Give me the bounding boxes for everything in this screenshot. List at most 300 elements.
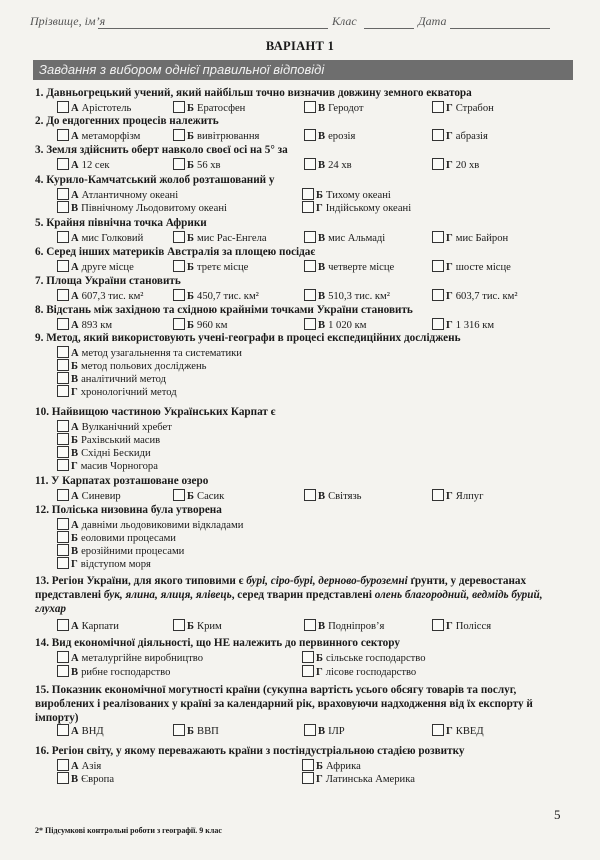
question-15-option-2[interactable] (173, 724, 219, 738)
answer-checkbox[interactable] (173, 289, 185, 301)
answer-checkbox[interactable] (304, 318, 316, 330)
question-10-option-4[interactable] (57, 459, 158, 473)
option-text: еоловими процесами (81, 533, 176, 544)
question-13-option-1[interactable] (57, 619, 119, 633)
question-text: Метод, який використовують учені-географи в процесі експедиційних досліджень (46, 332, 461, 344)
option-letter: Г (446, 491, 453, 502)
answer-checkbox[interactable] (304, 289, 316, 301)
option-letter: Б (316, 190, 324, 201)
option-text: абразія (455, 131, 488, 142)
option-letter: Б (187, 160, 195, 171)
answer-checkbox[interactable] (57, 557, 69, 569)
option-letter: А (71, 131, 79, 142)
question-16-option-4[interactable] (302, 772, 415, 786)
question-number: 7. (35, 275, 47, 287)
option-letter: А (71, 233, 79, 244)
option-letter: Г (446, 131, 453, 142)
question-9-option-4[interactable] (57, 385, 177, 399)
option-letter: Б (187, 621, 195, 632)
option-letter: А (71, 621, 79, 632)
option-letter: В (71, 448, 79, 459)
question-9-option-3[interactable] (57, 372, 166, 386)
option-letter: Б (71, 533, 79, 544)
answer-checkbox[interactable] (432, 619, 444, 631)
question-7-option-2[interactable] (173, 289, 259, 303)
question-2-option-2[interactable] (173, 129, 259, 143)
question-number: 14. (35, 637, 52, 649)
option-text: Карпати (81, 621, 119, 632)
answer-checkbox[interactable] (304, 489, 316, 501)
option-text: давніми льодовиковими відкладами (81, 520, 244, 531)
question-12-option-2[interactable] (57, 531, 176, 545)
question-3-option-1[interactable] (57, 158, 110, 172)
question-7-option-3[interactable] (304, 289, 390, 303)
answer-checkbox[interactable] (57, 544, 69, 556)
answer-checkbox[interactable] (304, 101, 316, 113)
option-letter: Б (187, 491, 195, 502)
question-11-option-4[interactable] (432, 489, 483, 503)
answer-checkbox[interactable] (57, 446, 69, 458)
option-text: шосте місце (455, 262, 511, 273)
question-number: 16. (35, 745, 52, 757)
question-text: Давньогрецький учений, який найбільш точно визначив довжину земного екватора (46, 87, 472, 99)
answer-checkbox[interactable] (57, 158, 69, 170)
question-5-title (35, 216, 565, 230)
question-text: Регіон України, для якого типовими є бурі, сіро-бурі, дерново-буроземні ґрунти, у деревостанах представлені бук, ялина, ялиця, ялівець, серед тварин представлені олень благородний, ведмідь бурий, глухар (35, 575, 543, 615)
question-text: Земля здійснить оберт навколо своєї осі на 5° за (46, 144, 288, 156)
question-number: 9. (35, 332, 47, 344)
option-text: ерозійними процесами (81, 546, 185, 557)
option-text: Вулканічний хребет (81, 422, 172, 433)
answer-checkbox[interactable] (57, 289, 69, 301)
question-4-title (35, 173, 565, 187)
answer-checkbox[interactable] (57, 129, 69, 141)
option-letter: В (71, 546, 79, 557)
option-text: Європа (81, 774, 115, 785)
option-text: метод узагальнення та систематики (81, 348, 242, 359)
question-6-option-4[interactable] (432, 260, 511, 274)
answer-checkbox[interactable] (57, 188, 69, 200)
option-text: Атлантичному океані (81, 190, 179, 201)
answer-checkbox[interactable] (173, 318, 185, 330)
question-5-option-1[interactable] (57, 231, 143, 245)
option-letter: А (71, 491, 79, 502)
option-text: масив Чорногора (80, 461, 158, 472)
question-3-title (35, 143, 565, 157)
question-15-option-1[interactable] (57, 724, 104, 738)
option-letter: Б (187, 320, 195, 331)
question-16-title (35, 744, 565, 758)
option-text: ВВП (197, 726, 219, 737)
option-text: Синевир (81, 491, 121, 502)
option-text: лісове господарство (325, 667, 417, 678)
question-11-option-3[interactable] (304, 489, 361, 503)
option-text: 1 316 км (455, 320, 495, 331)
option-text: металургійне виробництво (81, 653, 203, 664)
answer-checkbox[interactable] (432, 129, 444, 141)
question-8-option-3[interactable] (304, 318, 366, 332)
option-text: Крим (197, 621, 222, 632)
question-12-option-4[interactable] (57, 557, 151, 571)
option-letter: Г (446, 291, 453, 302)
question-10-option-2[interactable] (57, 433, 160, 447)
question-16-option-3[interactable] (57, 772, 114, 786)
question-text: Серед інших материків Австралія за площею посідає (46, 246, 316, 258)
question-10-option-3[interactable] (57, 446, 151, 460)
variant-title: ВАРІАНТ 1 (265, 39, 335, 53)
question-number: 11. (35, 475, 52, 487)
option-letter: В (318, 233, 326, 244)
question-7-title (35, 274, 565, 288)
question-8-title (35, 303, 565, 317)
option-letter: Г (446, 103, 453, 114)
option-letter: Б (71, 361, 79, 372)
question-6-option-1[interactable] (57, 260, 134, 274)
question-15-title (35, 683, 565, 725)
option-letter: В (318, 291, 326, 302)
answer-checkbox[interactable] (57, 518, 69, 530)
answer-checkbox[interactable] (432, 318, 444, 330)
question-14-option-2[interactable] (302, 651, 426, 665)
question-5-option-3[interactable] (304, 231, 385, 245)
option-letter: В (71, 374, 79, 385)
option-letter: Г (316, 203, 323, 214)
question-2-title (35, 114, 565, 128)
option-text: 20 хв (455, 160, 480, 171)
option-letter: А (71, 653, 79, 664)
option-text: 603,7 тис. км² (455, 291, 518, 302)
option-text: 56 хв (197, 160, 221, 171)
question-16-option-1[interactable] (57, 759, 101, 773)
question-text: Найвищою частиною Українських Карпат є (51, 406, 276, 418)
question-11-option-1[interactable] (57, 489, 121, 503)
question-10-title (35, 405, 565, 419)
option-text: Арістотель (81, 103, 132, 114)
question-2-option-4[interactable] (432, 129, 488, 143)
question-5-option-4[interactable] (432, 231, 508, 245)
class-label: Клас (332, 14, 357, 28)
question-number: 8. (35, 304, 47, 316)
question-1-option-1[interactable] (57, 101, 131, 115)
option-text: друге місце (81, 262, 134, 273)
answer-checkbox[interactable] (302, 759, 314, 771)
option-letter: Г (446, 160, 453, 171)
question-14-option-4[interactable] (302, 665, 416, 679)
question-1-option-3[interactable] (304, 101, 364, 115)
answer-checkbox[interactable] (432, 489, 444, 501)
question-4-option-1[interactable] (57, 188, 178, 202)
answer-checkbox[interactable] (57, 101, 69, 113)
option-letter: Б (187, 233, 195, 244)
section-banner: Завдання з вибором однієї правильної відповіді (33, 60, 573, 80)
option-text: четверте місце (328, 262, 395, 273)
option-text: аналітичний метод (81, 374, 167, 385)
question-14-option-1[interactable] (57, 651, 203, 665)
option-letter: Б (316, 761, 324, 772)
answer-checkbox[interactable] (304, 129, 316, 141)
option-letter: В (318, 491, 326, 502)
question-text: Площа України становить (46, 275, 181, 287)
question-7-option-1[interactable] (57, 289, 143, 303)
option-letter: В (318, 131, 326, 142)
option-letter: А (71, 726, 79, 737)
answer-checkbox[interactable] (173, 724, 185, 736)
option-letter: В (71, 203, 79, 214)
answer-checkbox[interactable] (432, 260, 444, 272)
option-letter: А (71, 160, 79, 171)
answer-checkbox[interactable] (57, 346, 69, 358)
question-9-title (35, 331, 565, 345)
question-11-option-2[interactable] (173, 489, 224, 503)
answer-checkbox[interactable] (304, 724, 316, 736)
option-letter: Г (71, 559, 78, 570)
answer-checkbox[interactable] (432, 158, 444, 170)
option-text: метод польових досліджень (81, 361, 207, 372)
answer-checkbox[interactable] (302, 772, 314, 784)
option-letter: А (71, 320, 79, 331)
question-14-option-3[interactable] (57, 665, 170, 679)
option-text: мис Рас-Енгела (197, 233, 267, 244)
question-15-option-3[interactable] (304, 724, 345, 738)
question-number: 2. (35, 115, 47, 127)
option-letter: Б (187, 131, 195, 142)
option-text: 510,3 тис. км² (328, 291, 390, 302)
option-letter: А (71, 422, 79, 433)
answer-checkbox[interactable] (57, 201, 69, 213)
option-letter: В (71, 667, 79, 678)
question-10-option-1[interactable] (57, 420, 172, 434)
option-letter: Б (187, 726, 195, 737)
option-letter: Б (71, 435, 79, 446)
question-13-option-3[interactable] (304, 619, 384, 633)
option-text: Африка (326, 761, 361, 772)
question-3-option-3[interactable] (304, 158, 352, 172)
answer-checkbox[interactable] (57, 665, 69, 677)
answer-checkbox[interactable] (57, 318, 69, 330)
option-text: Рахівський масив (81, 435, 161, 446)
question-2-option-3[interactable] (304, 129, 355, 143)
question-12-option-1[interactable] (57, 518, 243, 532)
option-text: Північному Льодовитому океані (81, 203, 227, 214)
question-4-option-4[interactable] (302, 201, 411, 215)
question-text: Поліська низовина була утворена (51, 504, 222, 516)
option-text: 12 сек (81, 160, 110, 171)
question-16-option-2[interactable] (302, 759, 361, 773)
question-text: У Карпатах розташоване озеро (51, 475, 209, 487)
answer-checkbox[interactable] (57, 420, 69, 432)
answer-checkbox[interactable] (302, 201, 314, 213)
option-letter: А (71, 103, 79, 114)
option-letter: А (71, 190, 79, 201)
footer-text: 2* Підсумкові контрольні роботи з географії. 9 клас (35, 826, 222, 835)
option-text: Світязь (328, 491, 362, 502)
answer-checkbox[interactable] (57, 489, 69, 501)
question-4-option-3[interactable] (57, 201, 227, 215)
option-text: Ератосфен (197, 103, 246, 114)
question-text: Крайня північна точка Африки (46, 217, 207, 229)
option-letter: Г (316, 667, 323, 678)
option-letter: А (71, 291, 79, 302)
question-number: 4. (35, 174, 47, 186)
answer-checkbox[interactable] (57, 651, 69, 663)
question-8-option-4[interactable] (432, 318, 494, 332)
option-letter: Б (187, 103, 195, 114)
option-letter: Г (446, 726, 453, 737)
question-13-option-4[interactable] (432, 619, 491, 633)
option-text: сільське господарство (326, 653, 426, 664)
answer-checkbox[interactable] (304, 619, 316, 631)
name-label: Прізвище, ім’я (30, 14, 106, 28)
question-number: 5. (35, 217, 47, 229)
option-text: хронологічний метод (80, 387, 177, 398)
answer-checkbox[interactable] (57, 459, 69, 471)
question-8-option-1[interactable] (57, 318, 112, 332)
option-letter: Г (446, 233, 453, 244)
option-letter: В (318, 621, 326, 632)
option-letter: В (71, 774, 79, 785)
answer-checkbox[interactable] (432, 724, 444, 736)
option-letter: А (71, 520, 79, 531)
answer-checkbox[interactable] (432, 231, 444, 243)
question-text: До ендогенних процесів належить (46, 115, 219, 127)
option-text: Азія (81, 761, 102, 772)
option-letter: Г (446, 320, 453, 331)
option-text: третє місце (197, 262, 249, 273)
answer-checkbox[interactable] (57, 260, 69, 272)
option-text: 607,3 тис. км² (81, 291, 144, 302)
option-text: Сасик (197, 491, 225, 502)
option-text: мис Альмаді (328, 233, 386, 244)
question-number: 10. (35, 406, 52, 418)
option-letter: В (318, 262, 326, 273)
answer-checkbox[interactable] (173, 129, 185, 141)
page-number: 5 (554, 807, 561, 822)
option-text: 450,7 тис. км² (197, 291, 259, 302)
option-text: Страбон (455, 103, 494, 114)
answer-checkbox[interactable] (302, 665, 314, 677)
option-letter: А (71, 348, 79, 359)
answer-checkbox[interactable] (57, 385, 69, 397)
question-text: Відстань між західною та східною крайніми точками України становить (46, 304, 413, 316)
answer-checkbox[interactable] (57, 531, 69, 543)
question-number: 1. (35, 87, 47, 99)
option-text: 960 км (197, 320, 228, 331)
question-15-option-4[interactable] (432, 724, 484, 738)
answer-checkbox[interactable] (302, 188, 314, 200)
answer-checkbox[interactable] (304, 231, 316, 243)
question-number: 12. (35, 504, 52, 516)
answer-checkbox[interactable] (173, 619, 185, 631)
option-text: КВЕД (455, 726, 484, 737)
question-6-option-2[interactable] (173, 260, 248, 274)
question-number: 3. (35, 144, 47, 156)
option-text: ІЛР (328, 726, 345, 737)
answer-checkbox[interactable] (173, 489, 185, 501)
option-letter: Г (446, 262, 453, 273)
option-text: ерозія (328, 131, 356, 142)
answer-checkbox[interactable] (173, 260, 185, 272)
question-5-option-2[interactable] (173, 231, 267, 245)
question-8-option-2[interactable] (173, 318, 227, 332)
question-6-option-3[interactable] (304, 260, 394, 274)
question-13-option-2[interactable] (173, 619, 222, 633)
answer-checkbox[interactable] (304, 158, 316, 170)
question-7-option-4[interactable] (432, 289, 518, 303)
answer-checkbox[interactable] (432, 289, 444, 301)
question-1-option-4[interactable] (432, 101, 494, 115)
answer-checkbox[interactable] (57, 759, 69, 771)
option-text: 893 км (81, 320, 113, 331)
question-9-option-2[interactable] (57, 359, 206, 373)
option-text: Східні Бескиди (81, 448, 151, 459)
answer-checkbox[interactable] (57, 772, 69, 784)
option-letter: Г (316, 774, 323, 785)
answer-checkbox[interactable] (57, 433, 69, 445)
question-number: 13. (35, 575, 52, 587)
answer-checkbox[interactable] (304, 260, 316, 272)
question-1-option-2[interactable] (173, 101, 245, 115)
question-13-title (35, 574, 565, 616)
option-text: ВНД (81, 726, 104, 737)
question-4-option-2[interactable] (302, 188, 391, 202)
question-number: 6. (35, 246, 47, 258)
option-letter: В (318, 320, 326, 331)
question-12-title (35, 503, 565, 517)
option-text: рибне господарство (81, 667, 171, 678)
question-3-option-4[interactable] (432, 158, 479, 172)
option-letter: Г (446, 621, 453, 632)
question-number: 15. (35, 684, 52, 696)
option-text: мис Голковий (81, 233, 144, 244)
answer-checkbox[interactable] (57, 231, 69, 243)
answer-checkbox[interactable] (173, 231, 185, 243)
question-3-option-2[interactable] (173, 158, 221, 172)
option-text: Латинська Америка (325, 774, 415, 785)
question-1-title (35, 86, 565, 100)
question-text: Показник економічної могутності країни (сукупна вартість усього обсягу товарів та послуг, вироблених і реалізованих у країні за календарний рік, враховуючи надходження від їх експорту й імпорту) (35, 684, 533, 724)
option-text: Індійському океані (325, 203, 412, 214)
question-6-title (35, 245, 565, 259)
option-letter: А (71, 262, 79, 273)
option-text: Тихому океані (326, 190, 391, 201)
question-9-option-1[interactable] (57, 346, 242, 360)
option-letter: Б (316, 653, 324, 664)
option-text: Ялпуг (455, 491, 484, 502)
option-text: Полісся (455, 621, 492, 632)
option-text: відступом моря (80, 559, 151, 570)
question-12-option-3[interactable] (57, 544, 184, 558)
answer-checkbox[interactable] (57, 359, 69, 371)
option-text: Геродот (328, 103, 364, 114)
option-text: метаморфізм (81, 131, 141, 142)
answer-checkbox[interactable] (57, 619, 69, 631)
answer-checkbox[interactable] (302, 651, 314, 663)
option-letter: А (71, 761, 79, 772)
answer-checkbox[interactable] (173, 158, 185, 170)
answer-checkbox[interactable] (173, 101, 185, 113)
question-text: Курило-Камчатський жолоб розташований у (46, 174, 275, 186)
option-letter: В (318, 103, 326, 114)
option-text: 1 020 км (328, 320, 367, 331)
question-text: Регіон світу, у якому переважають країни з постіндустріальною стадією розвитку (51, 745, 465, 757)
option-text: Подніпров’я (328, 621, 385, 632)
answer-checkbox[interactable] (57, 724, 69, 736)
answer-checkbox[interactable] (432, 101, 444, 113)
question-14-title (35, 636, 565, 650)
question-2-option-1[interactable] (57, 129, 140, 143)
answer-checkbox[interactable] (57, 372, 69, 384)
option-letter: Г (71, 461, 78, 472)
